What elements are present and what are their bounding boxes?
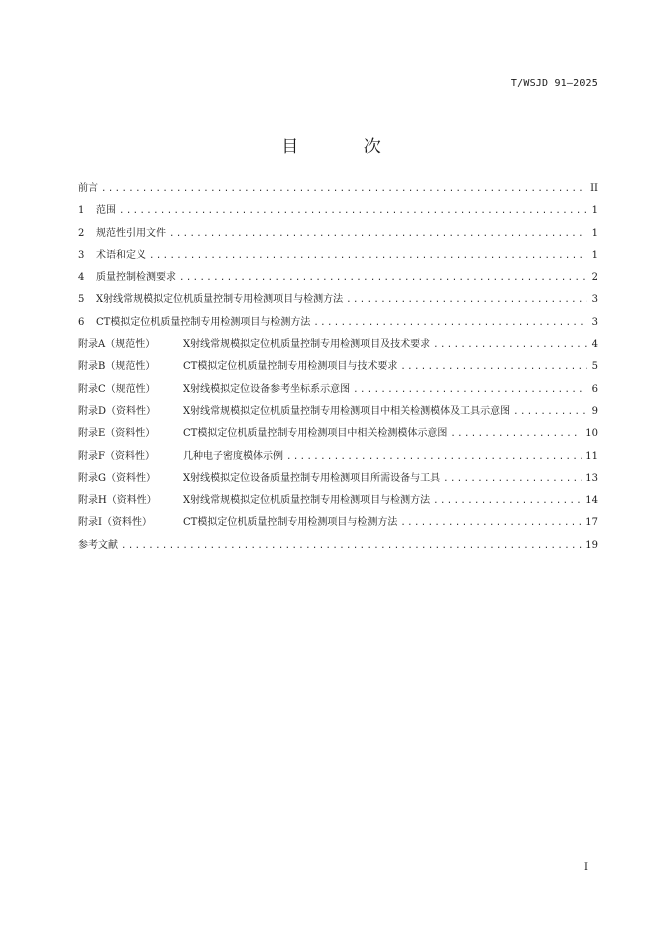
toc-entry[interactable] [78, 401, 598, 423]
toc-dot-leader [169, 223, 587, 245]
toc-entry-number: 3 [78, 249, 85, 261]
toc-dot-leader [119, 200, 587, 222]
toc-dot-leader [433, 334, 587, 356]
toc-entry-appendix-tag: 附录H（资料性） [78, 495, 157, 507]
toc-entry[interactable] [78, 223, 598, 245]
toc-entry-label: 规范性引用文件 [96, 227, 166, 239]
toc-entry-label: CT模拟定位机质量控制专用检测项目与技术要求 [183, 361, 398, 373]
toc-dot-leader [450, 423, 582, 445]
toc-entry-number: 1 [78, 205, 85, 217]
toc-entry[interactable] [78, 468, 598, 490]
toc-title: 目 次 [281, 137, 411, 157]
toc-dot-leader [400, 512, 582, 534]
toc-dot-leader [443, 468, 582, 490]
toc-entry-page: 1 [591, 227, 598, 239]
document-code: T/WSJD 91—2025 [510, 78, 598, 89]
toc-entry[interactable] [78, 423, 598, 445]
toc-entry-page: 14 [585, 495, 598, 507]
toc-entry[interactable] [78, 312, 598, 334]
toc-entry[interactable] [78, 356, 598, 378]
toc-entry-appendix-tag: 附录B（规范性） [78, 361, 156, 373]
toc-entry[interactable] [78, 200, 598, 222]
toc-entry-label: CT模拟定位机质量控制专用检测项目与检测方法 [183, 517, 398, 529]
toc-entry[interactable] [78, 379, 598, 401]
toc-dot-leader [286, 446, 582, 468]
toc-entry-page: 13 [585, 472, 598, 484]
toc-dot-leader [513, 401, 587, 423]
toc-entry[interactable] [78, 267, 598, 289]
toc-entry-appendix-tag: 附录C（规范性） [78, 383, 156, 395]
toc-entry[interactable] [78, 334, 598, 356]
toc-entry-label: X射线常规模拟定位机质量控制专用检测项目与检测方法 [96, 294, 344, 306]
toc-entry-page: 3 [591, 294, 598, 306]
toc-entry[interactable] [78, 289, 598, 311]
toc-entry-appendix-tag: 附录I（资料性） [78, 517, 152, 529]
toc-entry-appendix-tag: 附录G（资料性） [78, 472, 156, 484]
toc-entry-appendix-tag: 附录A（规范性） [78, 339, 156, 351]
toc-entry-page: 11 [585, 450, 598, 462]
toc-dot-leader [400, 356, 587, 378]
toc-entry-page: 1 [591, 205, 598, 217]
toc-entry-label: 参考文献 [78, 539, 118, 551]
toc-entry[interactable] [78, 178, 598, 200]
toc-entry-page: 9 [591, 405, 598, 417]
toc-entry-number: 2 [78, 227, 85, 239]
toc-entry[interactable] [78, 490, 598, 512]
toc-dot-leader [346, 289, 587, 311]
toc-dot-leader [179, 267, 587, 289]
toc-entry-label: 术语和定义 [96, 249, 146, 261]
table-of-contents [78, 178, 598, 557]
toc-entry-page: 2 [591, 272, 598, 284]
toc-entry[interactable] [78, 512, 598, 534]
toc-dot-leader [121, 535, 582, 557]
toc-entry-page: 3 [591, 316, 598, 328]
toc-entry[interactable] [78, 245, 598, 267]
toc-entry-label: 几种电子密度模体示例 [183, 450, 283, 462]
toc-entry-page: 1 [591, 249, 598, 261]
toc-entry-label: X射线常规模拟定位机质量控制专用检测项目中相关检测模体及工具示意图 [183, 405, 511, 417]
toc-entry-label: X射线常规模拟定位机质量控制专用检测项目及技术要求 [183, 339, 431, 351]
toc-entry-label: CT模拟定位机质量控制专用检测项目中相关检测模体示意图 [183, 428, 448, 440]
toc-entry-label: 质量控制检测要求 [96, 272, 176, 284]
toc-entry-page: 6 [591, 383, 598, 395]
toc-entry[interactable] [78, 446, 598, 468]
toc-entry-page: II [590, 183, 598, 194]
toc-dot-leader [353, 379, 587, 401]
page-number: I [584, 862, 588, 873]
toc-dot-leader [149, 245, 587, 267]
toc-entry-number: 6 [78, 316, 85, 328]
toc-entry-page: 17 [585, 517, 598, 529]
toc-entry-page: 19 [585, 539, 598, 551]
toc-entry-label: CT模拟定位机质量控制专用检测项目与检测方法 [96, 316, 311, 328]
toc-entry-number: 4 [78, 272, 85, 284]
toc-entry-page: 5 [591, 361, 598, 373]
toc-entry-label: X射线常规模拟定位机质量控制专用检测项目与检测方法 [183, 495, 431, 507]
toc-entry[interactable] [78, 535, 598, 557]
toc-dot-leader [433, 490, 582, 512]
toc-entry-number: 5 [78, 294, 85, 306]
toc-entry-label: 范围 [96, 205, 116, 217]
toc-entry-page: 10 [585, 428, 598, 440]
toc-entry-appendix-tag: 附录F（资料性） [78, 450, 155, 462]
toc-entry-label: X射线模拟定位设备参考坐标系示意图 [183, 383, 351, 395]
toc-entry-appendix-tag: 附录E（资料性） [78, 428, 156, 440]
toc-entry-appendix-tag: 附录D（资料性） [78, 405, 157, 417]
toc-dot-leader [313, 312, 587, 334]
toc-entry-page: 4 [591, 339, 598, 351]
toc-entry-label: 前言 [78, 183, 98, 194]
toc-dot-leader [101, 178, 587, 200]
toc-entry-label: X射线模拟定位设备质量控制专用检测项目所需设备与工具 [183, 472, 441, 484]
